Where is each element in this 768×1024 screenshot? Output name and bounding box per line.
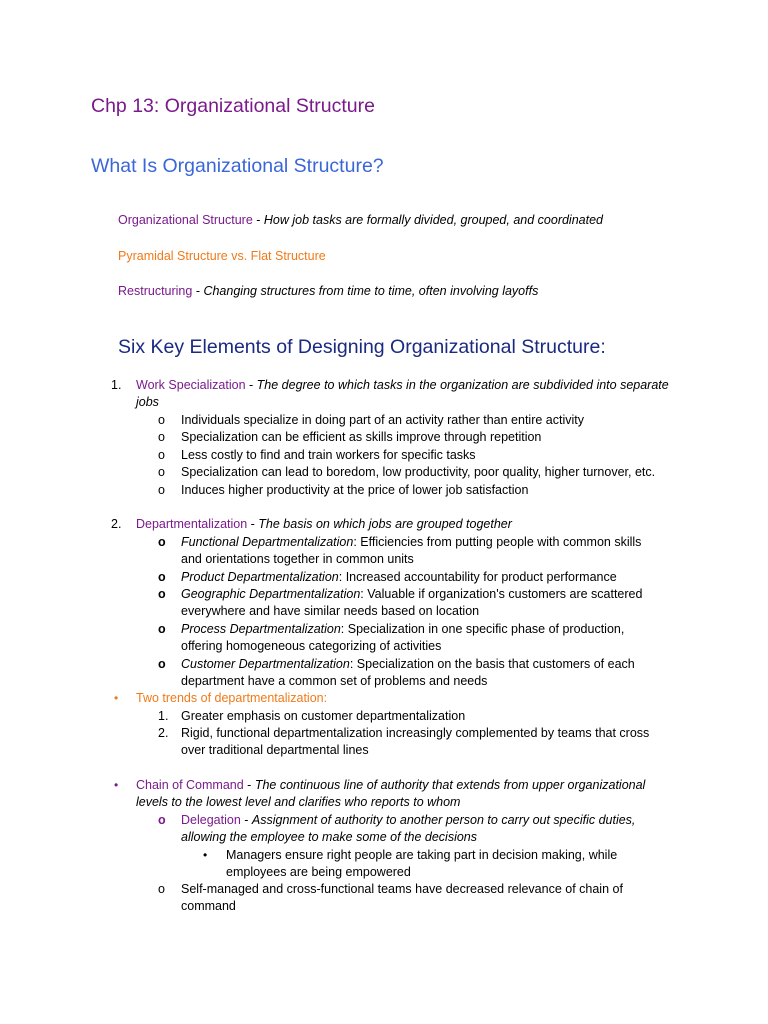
- description-continued: jobs: [136, 395, 159, 409]
- subitem-customer: [181, 656, 635, 674]
- description: Valuable if organization's customers are scattered: [363, 587, 643, 601]
- element-departmentalization: [136, 516, 512, 534]
- description: Assignment of authority to another person to carry out specific duties,: [251, 813, 636, 827]
- colon: :: [340, 622, 345, 636]
- dot-bullet: •: [203, 848, 208, 862]
- element-chain-of-command: [136, 777, 645, 795]
- separator: -: [247, 517, 259, 531]
- term: Work Specialization: [136, 378, 246, 392]
- colon: :: [360, 587, 364, 601]
- term: Customer Departmentalization: [181, 657, 350, 671]
- circle-bullet: o: [158, 813, 166, 827]
- list-number: 2.: [158, 726, 169, 740]
- element-work-specialization: [136, 377, 669, 395]
- circle-bullet: o: [158, 413, 165, 427]
- description: Specialization on the basis that customers of each: [353, 657, 635, 671]
- subitem-product: [181, 569, 617, 587]
- section-heading-what-is: What Is Organizational Structure?: [91, 155, 384, 177]
- description: Increased accountability for product performance: [342, 570, 617, 584]
- colon: :: [349, 657, 354, 671]
- dot-bullet: •: [114, 691, 119, 705]
- subitem-delegation: [181, 812, 635, 830]
- separator: -: [245, 378, 257, 392]
- circle-bullet: o: [158, 448, 165, 462]
- circle-bullet: o: [158, 430, 165, 444]
- term: Product Departmentalization: [181, 570, 339, 584]
- colon: :: [338, 570, 343, 584]
- description-continued: employees are being empowered: [226, 865, 411, 879]
- description: The degree to which tasks in the organization are subdivided into separate: [256, 378, 669, 392]
- circle-bullet: o: [158, 587, 166, 601]
- separator: -: [240, 813, 252, 827]
- separator: -: [252, 213, 264, 227]
- term: Functional Departmentalization: [181, 535, 354, 549]
- description: Efficiencies from putting people with common skills: [356, 535, 642, 549]
- term: Delegation: [181, 813, 241, 827]
- delegation-detail: Managers ensure right people are taking part in decision making, while: [226, 848, 618, 862]
- description: How job tasks are formally divided, grouped, and coordinated: [263, 213, 603, 227]
- definition-pyramidal-vs-flat: Pyramidal Structure vs. Flat Structure: [118, 249, 326, 263]
- description-continued: over traditional departmental lines: [181, 743, 369, 757]
- circle-bullet: o: [158, 570, 166, 584]
- definition-organizational-structure: [118, 212, 603, 230]
- term: Organizational Structure: [118, 213, 253, 227]
- dot-bullet: •: [114, 778, 119, 792]
- description: Specialization in one specific phase of production,: [344, 622, 625, 636]
- colon: :: [353, 535, 357, 549]
- list-item: Specialization can be efficient as skills improve through repetition: [181, 430, 542, 444]
- description-continued: levels to the lowest level and clarifies who reports to whom: [136, 795, 461, 809]
- document-title: Chp 13: Organizational Structure: [91, 95, 375, 117]
- description-continued: offering homogeneous categorizing of activities: [181, 639, 442, 653]
- separator: -: [243, 778, 255, 792]
- trend-item: Greater emphasis on customer departmentalization: [181, 709, 466, 723]
- description-continued: allowing the employee to make some of the decisions: [181, 830, 477, 844]
- description-continued: everywhere and have similar needs based on location: [181, 604, 480, 618]
- subitem-process: [181, 621, 624, 639]
- subitem-teams: Self-managed and cross-functional teams have decreased relevance of chain of: [181, 882, 623, 896]
- circle-bullet: o: [158, 622, 166, 636]
- description-continued: command: [181, 899, 236, 913]
- description-continued: department have a common set of problems and needs: [181, 674, 488, 688]
- circle-bullet: o: [158, 535, 166, 549]
- description-continued: and orientations together in common units: [181, 552, 414, 566]
- term: Process Departmentalization: [181, 622, 341, 636]
- circle-bullet: o: [158, 882, 165, 896]
- term: Chain of Command: [136, 778, 244, 792]
- list-item: Individuals specialize in doing part of an activity rather than entire activity: [181, 413, 584, 427]
- term: Geographic Departmentalization: [181, 587, 361, 601]
- section-heading-six-elements: Six Key Elements of Designing Organizational Structure:: [118, 336, 606, 358]
- circle-bullet: o: [158, 465, 165, 479]
- subitem-functional: [181, 534, 641, 552]
- circle-bullet: o: [158, 483, 165, 497]
- list-number: 2.: [111, 517, 122, 531]
- trend-item: Rigid, functional departmentalization increasingly complemented by teams that cross: [181, 726, 650, 740]
- list-item: Less costly to find and train workers for specific tasks: [181, 448, 476, 462]
- list-item: Induces higher productivity at the price of lower job satisfaction: [181, 483, 529, 497]
- circle-bullet: o: [158, 657, 166, 671]
- subitem-geographic: [181, 586, 642, 604]
- term: Restructuring: [118, 284, 193, 298]
- definition-restructuring: [118, 283, 538, 301]
- description: The continuous line of authority that extends from upper organizational: [254, 778, 646, 792]
- trends-heading: Two trends of departmentalization:: [136, 691, 328, 705]
- description: The basis on which jobs are grouped together: [258, 517, 512, 531]
- list-item: Specialization can lead to boredom, low productivity, poor quality, higher turnover, etc.: [181, 465, 656, 479]
- term: Departmentalization: [136, 517, 248, 531]
- list-number: 1.: [158, 709, 169, 723]
- separator: -: [192, 284, 204, 298]
- description: Changing structures from time to time, often involving layoffs: [203, 284, 539, 298]
- list-number: 1.: [111, 378, 122, 392]
